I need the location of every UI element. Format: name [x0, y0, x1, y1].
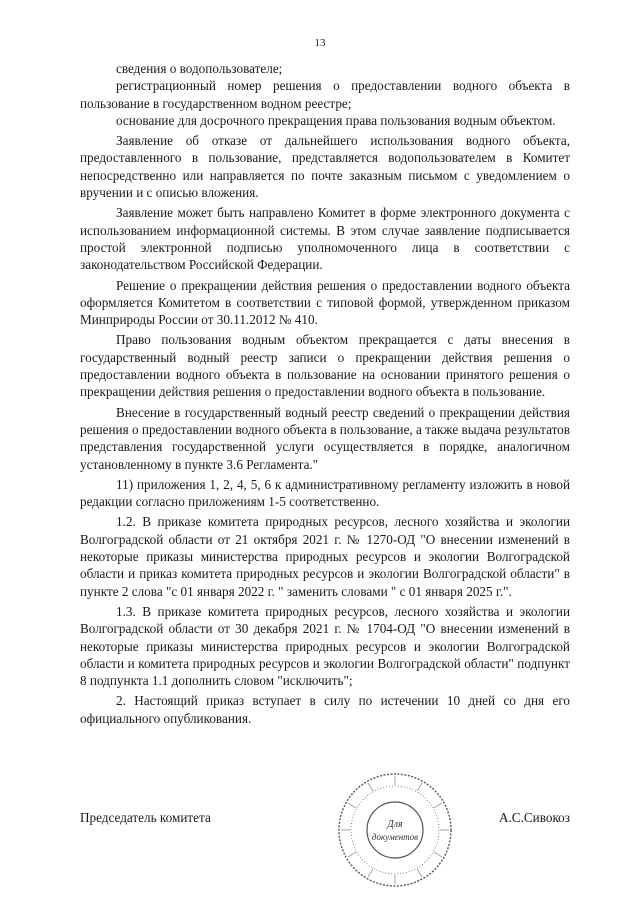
- paragraph: Решение о прекращении действия решения о предоставлении водного объекта оформляется Комитетом в соответствии с типовой формой, утвержденном приказом Минприроды России от 30.11.2012 № 410.: [80, 277, 570, 328]
- paragraph: регистрационный номер решения о предоставлении водного объекта в пользование в государственном водном реестре;: [80, 78, 570, 111]
- paragraph: Заявление может быть направлено Комитет в форме электронного документа с использованием информационной системы. В этом случае заявление подписывается простой электронной подписью уполномоченного лица в соответствии с законодательством Российской Федерации.: [80, 205, 570, 273]
- paragraph: Внесение в государственный водный реестр сведений о прекращении действия решения о предоставлении водного объекта в пользование, а также выдача результатов представления государственной услуги осуществляется в порядке, аналогичном установленному в пункте 3.6 Регламента.": [80, 404, 570, 472]
- document-body: [80, 60, 570, 730]
- stamp-text-line1: Для: [387, 819, 403, 830]
- stamp-seal-icon: [335, 770, 455, 890]
- stamp-text-line2: документов: [371, 832, 419, 842]
- page-number: 13: [314, 37, 326, 49]
- paragraph: сведения о водопользователе;: [116, 61, 283, 76]
- paragraph: Заявление об отказе от дальнейшего использования водного объекта, предоставленного в пользование, представляется водопользователем в Комитет непосредственно или направляется по почте заказным письмом с уведомлением о вручении и с описью вложения.: [80, 133, 570, 201]
- paragraph: 1.2. В приказе комитета природных ресурсов, лесного хозяйства и экологии Волгоградской области от 21 октября 2021 г. № 1270-ОД "О внесении изменений в некоторые приказы министерства природных ресурсов и экологии Волгоградской области и приказ комитета природных ресурсов и экологии Волгоградской области" в пункте 2 слова "с 01 января 2022 г. " заменить словами " с 01 января 2025 г.".: [80, 514, 570, 599]
- signatory-title: Председатель комитета: [80, 810, 211, 825]
- paragraph: 2. Настоящий приказ вступает в силу по истечении 10 дней со дня его официального опубликования.: [80, 693, 570, 726]
- signatory-name: А.С.Сивокоз: [498, 810, 570, 825]
- paragraph: основание для досрочного прекращения права пользования водным объектом.: [116, 112, 556, 128]
- official-stamp: [335, 770, 455, 890]
- paragraph: 1.3. В приказе комитета природных ресурсов, лесного хозяйства и экологии Волгоградской области от 30 декабря 2021 г. № 1704-ОД "О внесении изменений в некоторые приказы министерства природных ресурсов и экологии Волгоградской области и комитета природных ресурсов и экологии Волгоградской области" подпункт 8 подпункта 1.1 дополнить словом "исключить";: [80, 603, 570, 689]
- paragraph: 11) приложения 1, 2, 4, 5, 6 к административному регламенту изложить в новой редакции согласно приложениям 1-5 соответственно.: [80, 476, 570, 510]
- paragraph: Право пользования водным объектом прекращается с даты внесения в государственный водный реестр записи о прекращении действия решения о предоставлении водного объекта в пользование на основании принятого решения о прекращении действия решения о предоставлении водного объекта в пользование.: [80, 332, 570, 400]
